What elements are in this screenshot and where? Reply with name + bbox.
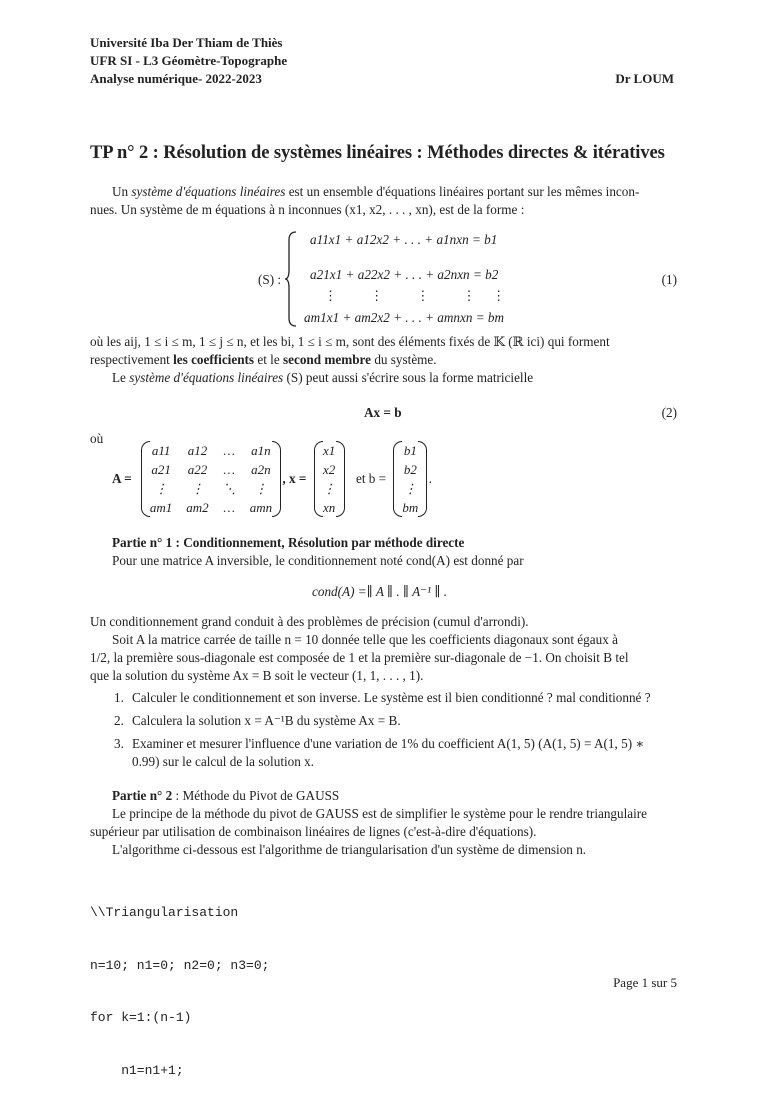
intro-text: Un (112, 184, 132, 199)
matrix-A-cell: a11 (151, 442, 171, 458)
matrix-A-cell: amn (249, 499, 273, 515)
ufr-name: UFR SI - L3 Géomètre-Topographe (90, 53, 288, 68)
code-block (90, 869, 269, 1114)
matrix-A-cell: … (223, 499, 235, 515)
matrix-A-cell: ⋮ (190, 480, 204, 496)
matrix-A-cell: a1n (251, 442, 271, 458)
code-line: for k=1:(n-1) (90, 1010, 192, 1025)
item-text-cont: 0.99) sur le calcul de la solution x. (132, 754, 315, 769)
matrix-description-2: 1/2, la première sous-diagonale est composée de 1 et la première sur-diagonale de −1. On choisit B tel (90, 650, 629, 665)
algorithm-intro: L'algorithme ci-dessous est l'algorithme de triangularisation d'un système de dimension n. (112, 842, 587, 857)
list-item (90, 689, 678, 707)
A-label: A = (112, 471, 132, 486)
system-row-m: am1x1 + am2x2 + . . . + amnxn = bm (304, 310, 505, 325)
item-number: 3. (114, 736, 124, 751)
code-line: \\Triangularisation (90, 905, 239, 920)
bold-second-member: second membre (282, 352, 372, 367)
period: . (428, 471, 432, 486)
university-name: Université Iba Der Thiam de Thiès (90, 35, 283, 50)
vector-x-cell: x2 (323, 461, 336, 477)
vector-b (395, 441, 425, 517)
course-name: Analyse numérique- 2022-2023 (90, 71, 262, 86)
intro-text-cont: est un ensemble d'équations linéaires portant sur les mêmes incon- (285, 184, 640, 199)
system-row-1: a11x1 + a12x2 + . . . + a1nxn = b1 (310, 232, 498, 247)
part2-title: : Méthode du Pivot de GAUSS (172, 788, 340, 803)
cond-definition-line: Pour une matrice A inversible, le conditionnement noté cond(A) est donné par (112, 553, 524, 568)
where-label: où (90, 431, 104, 446)
part2-number: Partie n° 2 (112, 788, 173, 803)
vector-x (316, 441, 343, 517)
matrix-equation: Ax = b (364, 405, 402, 420)
bold-coefficients: les coefficients (173, 352, 255, 367)
matrix-A-cell: ⋱ (222, 480, 236, 496)
matrix-A (143, 441, 279, 517)
matrix-A-cell: a21 (151, 461, 171, 477)
code-line: n1=n1+1; (90, 1062, 184, 1078)
part1-title: : Conditionnement, Résolution par méthode directe (172, 535, 465, 550)
part1-number: Partie n° 1 (112, 535, 173, 550)
list-item (90, 735, 678, 771)
matrix-description-3: que la solution du système Ax = B soit le vecteur (1, 1, . . . , 1). (90, 668, 424, 683)
equation-number-1: (1) (661, 272, 677, 287)
matrix-A-cell: … (223, 461, 235, 477)
matrix-A-cell: a22 (187, 461, 208, 477)
text-span: et le (254, 352, 283, 367)
system-row-2: a21x1 + a22x2 + . . . + a2nxn = b2 (310, 267, 499, 282)
intro-line2: nues. Un système de m équations à n inconnues (x1, x2, . . . , xn), est de la forme : (90, 202, 525, 217)
item-number: 1. (114, 690, 124, 705)
vector-x-cell: ⋮ (322, 480, 336, 496)
intro-emphasis: système d'équations linéaires (131, 184, 286, 199)
coefficients-line-2 (90, 351, 678, 369)
vector-b-cell: bm (402, 499, 419, 515)
part1-heading (90, 534, 678, 552)
emphasis-span: système d'équations linéaires (129, 370, 284, 385)
matrix-form-intro (90, 369, 678, 387)
part2-heading (90, 787, 678, 805)
matrix-A-cell: ⋮ (154, 480, 168, 496)
cond-formula: cond(A) =∥ A ∥ . ∥ A⁻¹ ∥ . (312, 584, 448, 599)
item-text: Calculer le conditionnement et son inverse. Le système est il bien conditionné ? mal conditionné ? (132, 690, 651, 705)
equation-number-2: (2) (661, 405, 677, 420)
brace-icon (284, 230, 298, 328)
matrix-A-cell: a12 (187, 442, 208, 458)
x-label: , x = (282, 471, 307, 486)
list-item (90, 712, 678, 730)
matrix-A-cell: ⋮ (254, 480, 268, 496)
item-text: Examiner et mesurer l'influence d'une variation de 1% du coefficient A(1, 5) (A(1, 5) = A(1, 5) ∗ (132, 736, 645, 751)
matrix-A-cell: a2n (251, 461, 271, 477)
document-header (90, 34, 680, 88)
matrix-A-cell: am2 (186, 499, 209, 515)
matrices-definition (112, 441, 432, 517)
text-span: respectivement (90, 352, 174, 367)
intro-paragraph (90, 183, 678, 201)
matrix-A-cell: … (223, 442, 235, 458)
item-number: 2. (114, 713, 124, 728)
vector-b-cell: ⋮ (403, 480, 417, 496)
gauss-principle-1: Le principe de la méthode du pivot de GAUSS est de simplifier le système pour le rendre triangulaire (112, 806, 648, 821)
part1-questions (90, 689, 678, 771)
vector-x-cell: x1 (323, 442, 336, 458)
code-line: n=10; n1=0; n2=0; n3=0; (90, 957, 270, 973)
coefficients-line: où les aij, 1 ≤ i ≤ m, 1 ≤ j ≤ n, et les bi, 1 ≤ i ≤ m, sont des éléments fixés de 𝕂 (ℝ ici) qui forment (90, 334, 610, 349)
matrix-A-cell: am1 (149, 499, 173, 515)
b-label: et b = (355, 471, 387, 486)
page-title: TP n° 2 : Résolution de systèmes linéaires : Méthodes directes & itératives (90, 143, 665, 163)
vector-b-cell: b1 (403, 442, 417, 458)
cond-remark: Un conditionnement grand conduit à des problèmes de précision (cumul d'arrondi). (90, 614, 529, 629)
text-span: (S) peut aussi s'écrire sous la forme matricielle (283, 370, 534, 385)
vector-x-cell: xn (323, 499, 336, 515)
author-name: Dr LOUM (615, 71, 674, 86)
system-label: (S) : (258, 272, 282, 287)
system-row-dots: ⋮ ⋮ ⋮ ⋮ ⋮ (324, 288, 506, 303)
page-number: Page 1 sur 5 (613, 975, 677, 990)
item-text: Calculera la solution x = A⁻¹B du système Ax = B. (132, 713, 401, 728)
gauss-principle-2: supérieur par utilisation de combinaison linéaires de lignes (c'est-à-dire d'équations). (90, 824, 537, 839)
text-span: Le (112, 370, 130, 385)
matrix-description-1: Soit A la matrice carrée de taille n = 10 donnée telle que les coefficients diagonaux sont égaux à (112, 632, 618, 647)
text-span: du système. (371, 352, 437, 367)
vector-b-cell: b2 (403, 461, 417, 477)
